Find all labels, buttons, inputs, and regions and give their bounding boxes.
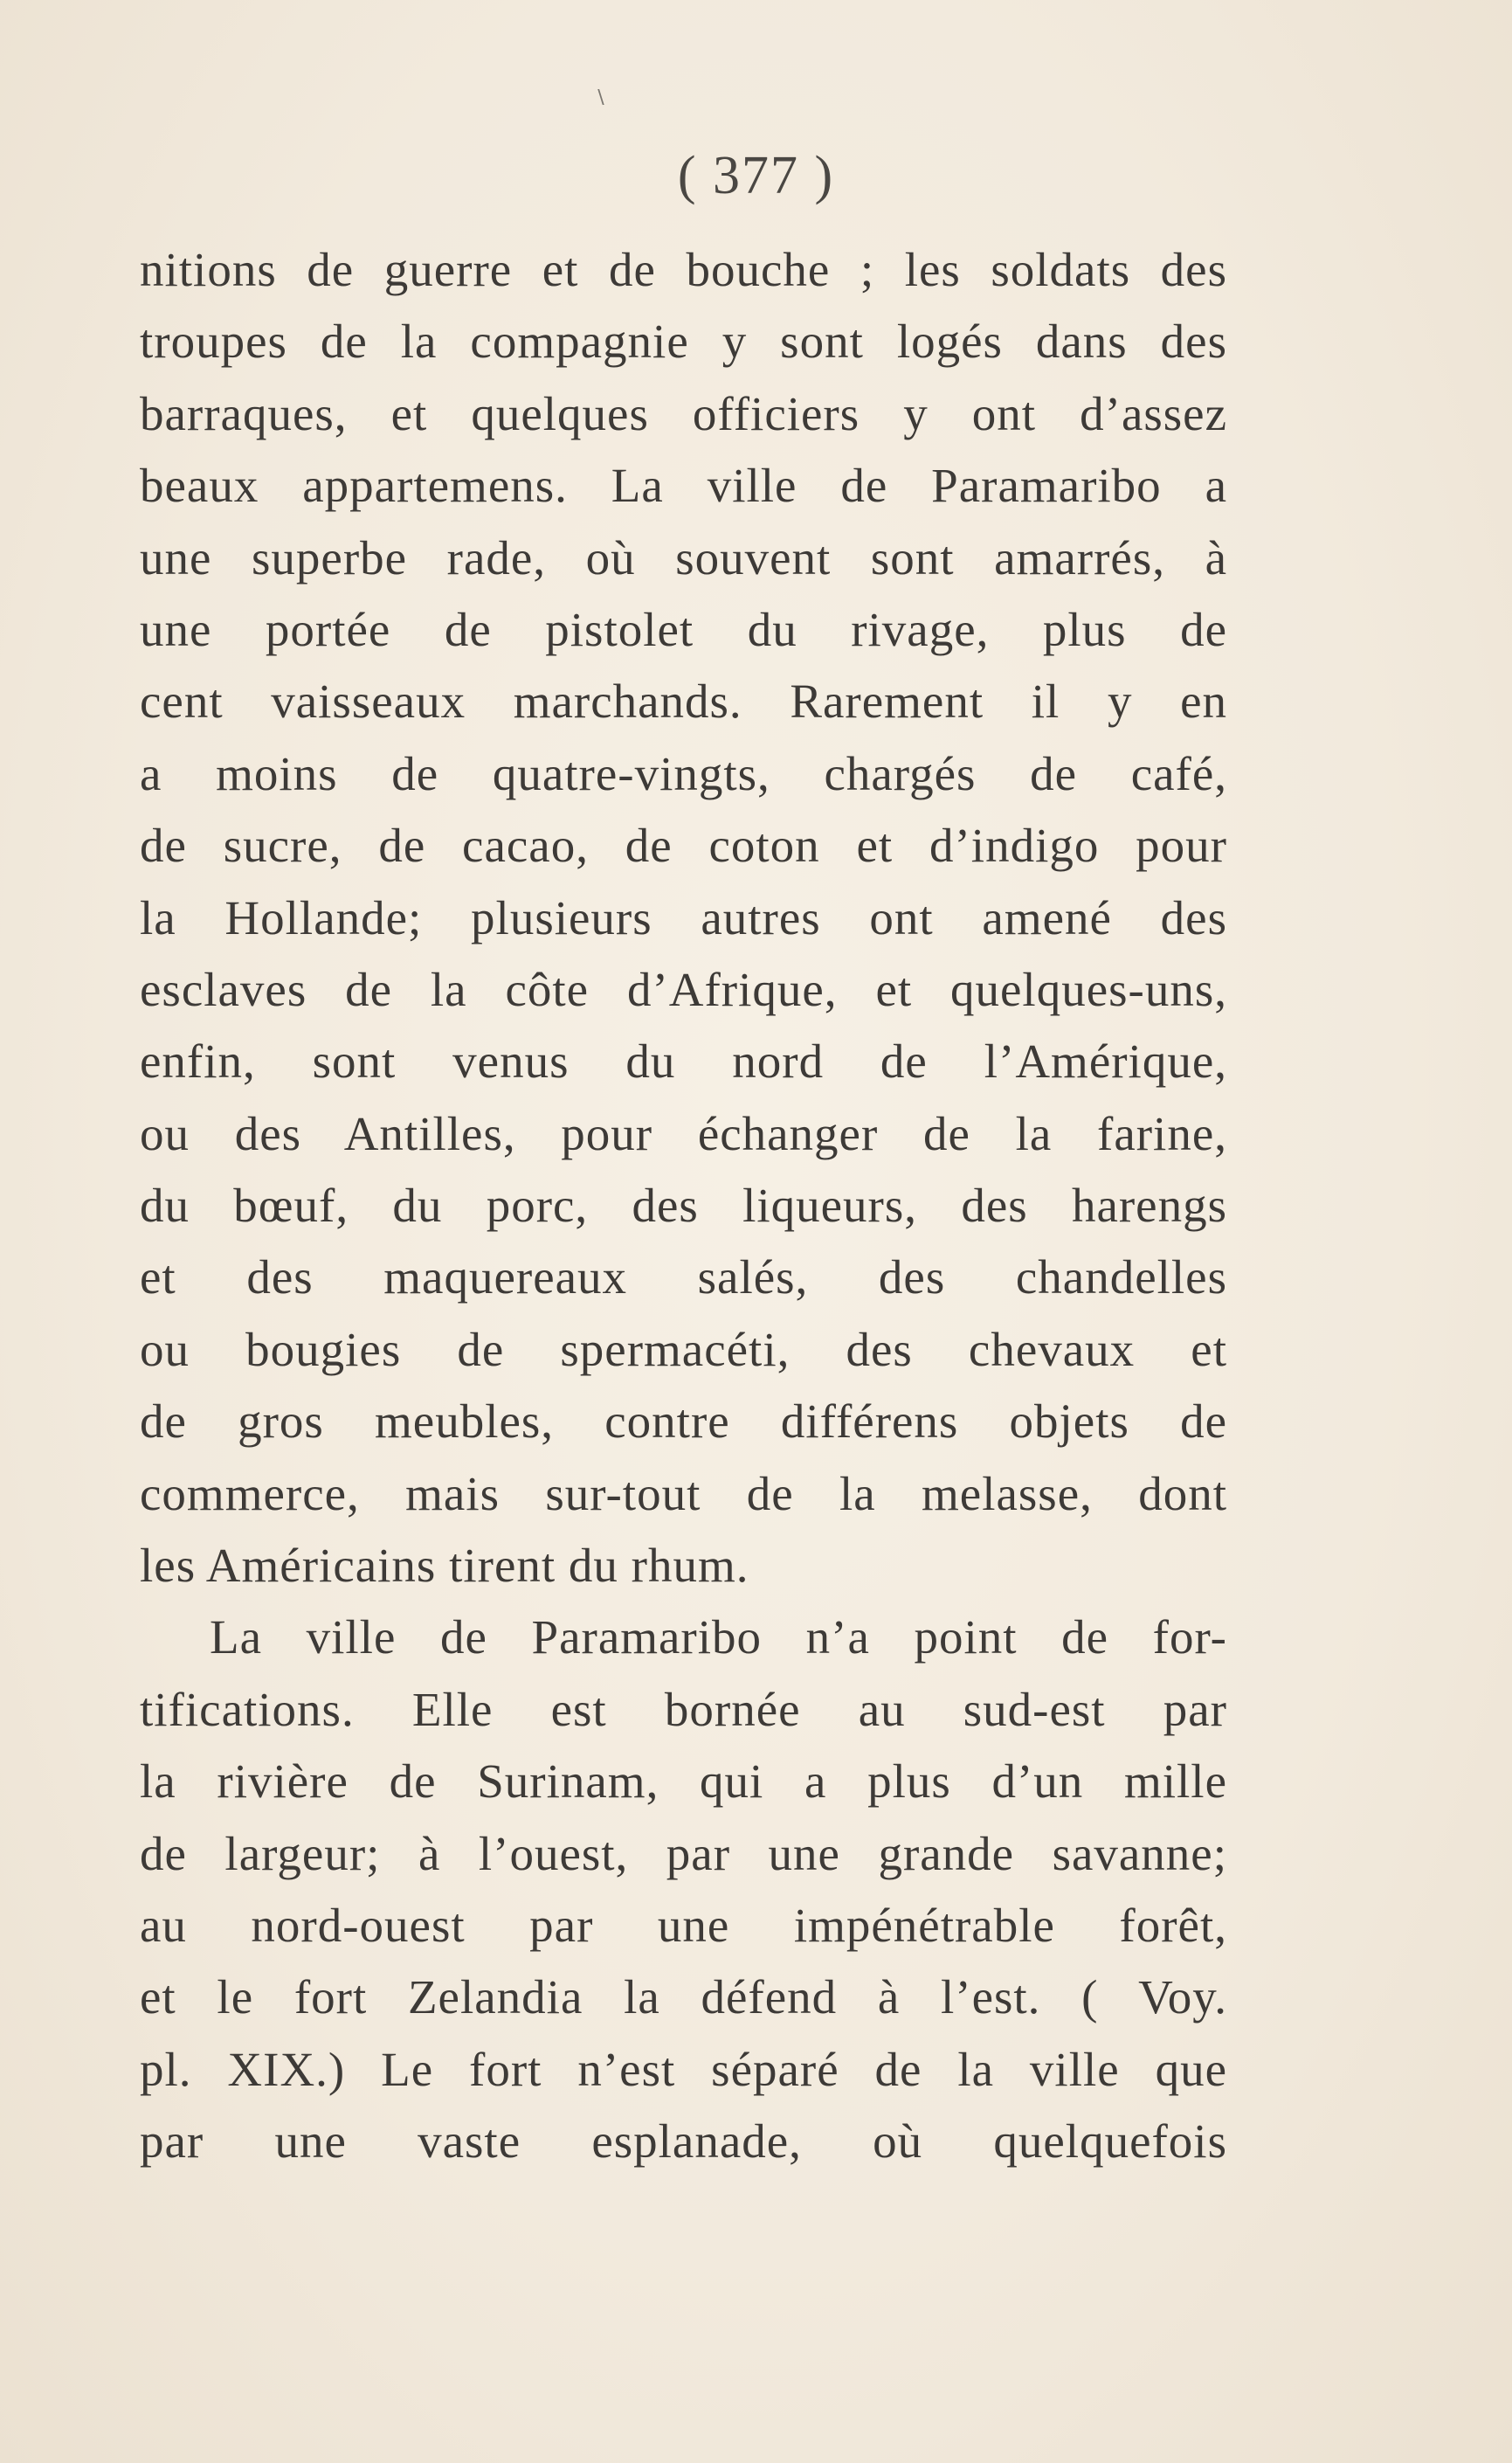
text-line: de largeur; à l’ouest, par une grande savanne; bbox=[140, 1826, 1227, 1880]
text-line: barraques, et quelques officiers y ont d’assez bbox=[140, 386, 1227, 440]
text-line: tifications. Elle est bornée au sud-est par bbox=[140, 1682, 1227, 1736]
text-line: La ville de Paramaribo n’a point de for- bbox=[210, 1610, 1227, 1664]
text-line: ou des Antilles, pour échanger de la farine, bbox=[140, 1106, 1227, 1160]
text-line: les Américains tirent du rhum. bbox=[140, 1539, 749, 1593]
text-line: commerce, mais sur-tout de la melasse, dont bbox=[140, 1466, 1227, 1520]
text-line: esclaves de la côte d’Afrique, et quelques-uns, bbox=[140, 962, 1227, 1016]
body-text bbox=[140, 234, 1227, 2178]
text-line: une portée de pistolet du rivage, plus de bbox=[140, 602, 1227, 656]
page-mark: ∖ bbox=[594, 87, 607, 109]
text-line: au nord-ouest par une impénétrable forêt, bbox=[140, 1898, 1227, 1952]
text-line: beaux appartemens. La ville de Paramaribo a bbox=[140, 459, 1227, 513]
text-line: troupes de la compagnie y sont logés dans des bbox=[140, 315, 1227, 369]
text-line: une superbe rade, où souvent sont amarrés, à bbox=[140, 530, 1227, 585]
text-line: ou bougies de spermacéti, des chevaux et bbox=[140, 1322, 1227, 1376]
text-line: de sucre, de cacao, de coton et d’indigo pour bbox=[140, 819, 1227, 873]
text-line: et le fort Zelandia la défend à l’est. ( Voy. bbox=[140, 1970, 1227, 2024]
text-line: a moins de quatre-vingts, chargés de café, bbox=[140, 746, 1227, 800]
text-line: la Hollande; plusieurs autres ont amené des bbox=[140, 890, 1227, 944]
text-line: de gros meubles, contre différens objets de bbox=[140, 1394, 1227, 1449]
text-line: enfin, sont venus du nord de l’Amérique, bbox=[140, 1034, 1227, 1089]
text-line: et des maquereaux salés, des chandelles bbox=[140, 1250, 1227, 1304]
text-line: cent vaisseaux marchands. Rarement il y en bbox=[140, 675, 1227, 729]
text-line: pl. XIX.) Le fort n’est séparé de la ville que bbox=[140, 2042, 1227, 2096]
page-number-header: ( 377 ) bbox=[677, 146, 835, 205]
text-line: la rivière de Surinam, qui a plus d’un mille bbox=[140, 1754, 1227, 1809]
text-line: par une vaste esplanade, où quelquefois bbox=[140, 2114, 1227, 2169]
text-line: du bœuf, du porc, des liqueurs, des harengs bbox=[140, 1179, 1227, 1233]
text-line: nitions de guerre et de bouche ; les soldats des bbox=[140, 243, 1227, 296]
